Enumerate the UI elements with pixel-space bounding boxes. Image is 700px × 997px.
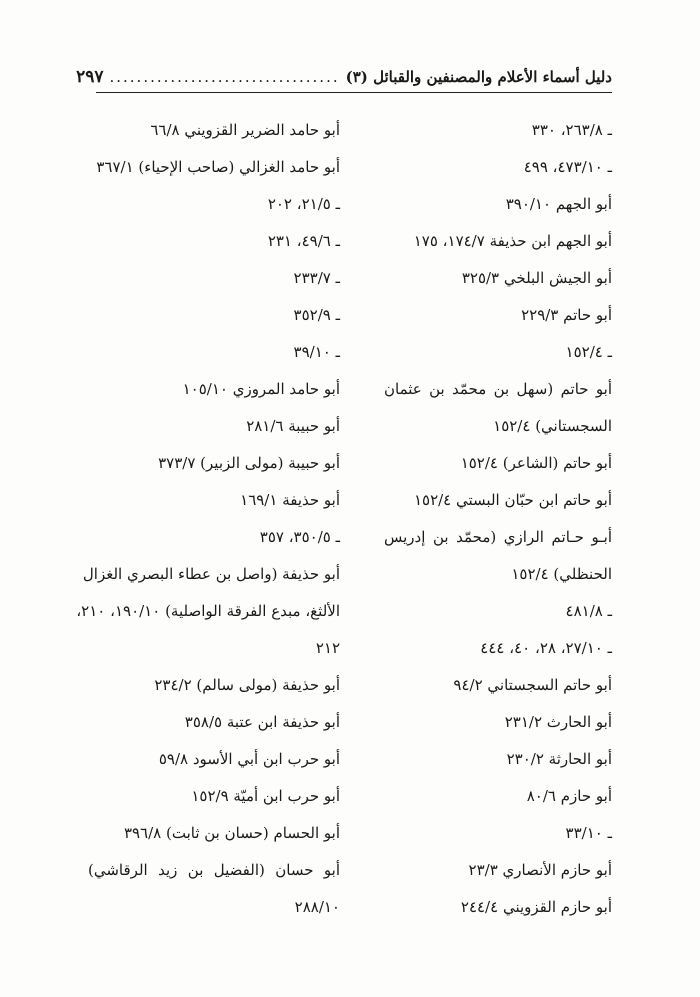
index-entry: أبو حذيفة ١٦٩/١: [240, 491, 340, 509]
index-entry: أبو حامد الضرير القزويني ٦٦/٨: [150, 121, 340, 139]
index-entry: أبو حاتم (الشاعر) ١٥٢/٤: [460, 454, 612, 472]
index-entry: الحنظلي) ١٥٢/٤: [511, 565, 612, 583]
index-entry: أبو الحارثة ٢٣٠/٢: [506, 750, 612, 768]
index-entry: أبو الحارث ٢٣١/٢: [504, 713, 612, 731]
index-entry: أبو حاتم ٢٢٩/٣: [521, 306, 612, 324]
index-entry: ـ ٢١/٥، ٢٠٢: [267, 195, 340, 213]
index-entry: ـ ٤٨١/٨: [565, 602, 612, 620]
index-entry: أبو حازم الأنصاري ٢٣/٣: [468, 861, 612, 879]
index-entry: أبو الجهم ٣٩٠/١٠: [505, 195, 612, 213]
index-entry: ـ ٢٧/١٠، ٢٨، ٤٠، ٤٤٤: [480, 639, 612, 657]
index-entry: ـ ٢٦٣/٨، ٣٣٠: [531, 121, 612, 139]
index-entry: أبو حذيفة ابن عتبة ٣٥٨/٥: [184, 713, 340, 731]
index-entry: أبو حاتم السجستاني ٩٤/٢: [453, 676, 612, 694]
index-entry: ـ ٤٩/٦، ٢٣١: [267, 232, 340, 250]
index-column-left: [76, 112, 340, 926]
index-entry: أبو حذيفة (واصل بن عطاء البصري الغزال: [82, 565, 340, 583]
index-entry: أبو حازم القزويني ٢٤٤/٤: [460, 898, 612, 916]
index-entry: أبو حاتم (سهل بن محمّد بن عثمان: [384, 380, 612, 398]
index-entry: ـ ٣٣/١٠: [565, 824, 612, 842]
index-entry: أبو الجهم ابن حذيفة ١٧٤/٧، ١٧٥: [413, 232, 612, 250]
page-number: ٢٩٧: [76, 67, 104, 87]
header-leader-dots: ..................................: [109, 68, 340, 86]
header-title: دليل أسماء الأعلام والمصنفين والقبائل (٣): [345, 68, 612, 86]
index-entry: الألثغ، مبدع الفرقة الواصلية) ١٩٠/١٠، ٢١٠،: [76, 602, 340, 620]
index-entry: أبو حامد المروزي ١٠٥/١٠: [182, 380, 340, 398]
index-entry: ـ ٣٥٢/٩: [293, 306, 340, 324]
index-entry: أبـو حـاتم الرازي (محمّد بن إدريس: [384, 528, 612, 546]
index-entry: أبو حامد الغزالي (صاحب الإحياء) ٣٦٧/١: [96, 158, 340, 176]
index-entry: ـ ٤٧٣/١٠، ٤٩٩: [523, 158, 612, 176]
index-entry: أبو حبيبة ٢٨١/٦: [246, 417, 340, 435]
index-entry: ـ ٣٩/١٠: [293, 343, 340, 361]
index-column-right: [384, 112, 612, 926]
index-entry: أبو حرب ابن أميّة ١٥٢/٩: [191, 787, 340, 805]
index-entry: ـ ٣٥٠/٥، ٣٥٧: [259, 528, 340, 546]
index-entry: أبو الحسام (حسان بن ثابت) ٣٩٦/٨: [123, 824, 340, 842]
index-entry: أبو حازم ٨٠/٦: [526, 787, 612, 805]
running-header: [76, 62, 612, 93]
index-entry: أبو حذيفة (مولى سالم) ٢٣٤/٢: [154, 676, 340, 694]
index-entry: ـ ٢٣٣/٧: [293, 269, 340, 287]
index-entry: أبو حرب ابن أبي الأسود ٥٩/٨: [158, 750, 340, 768]
index-entry: ٢٨٨/١٠: [294, 898, 340, 916]
index-entry: أبو حبيبة (مولى الزبير) ٣٧٣/٧: [158, 454, 340, 472]
index-entry: أبو حاتم ابن حبّان البستي ١٥٢/٤: [413, 491, 612, 509]
index-entry: ـ ١٥٢/٤: [565, 343, 612, 361]
index-entry: أبو الجيش البلخي ٣٢٥/٣: [461, 269, 612, 287]
index-entry: ٢١٢: [315, 639, 340, 657]
index-entry: أبو حسان (الفضيل بن زيد الرقاشي): [88, 861, 340, 879]
index-entry: السجستاني) ١٥٢/٤: [493, 417, 612, 435]
